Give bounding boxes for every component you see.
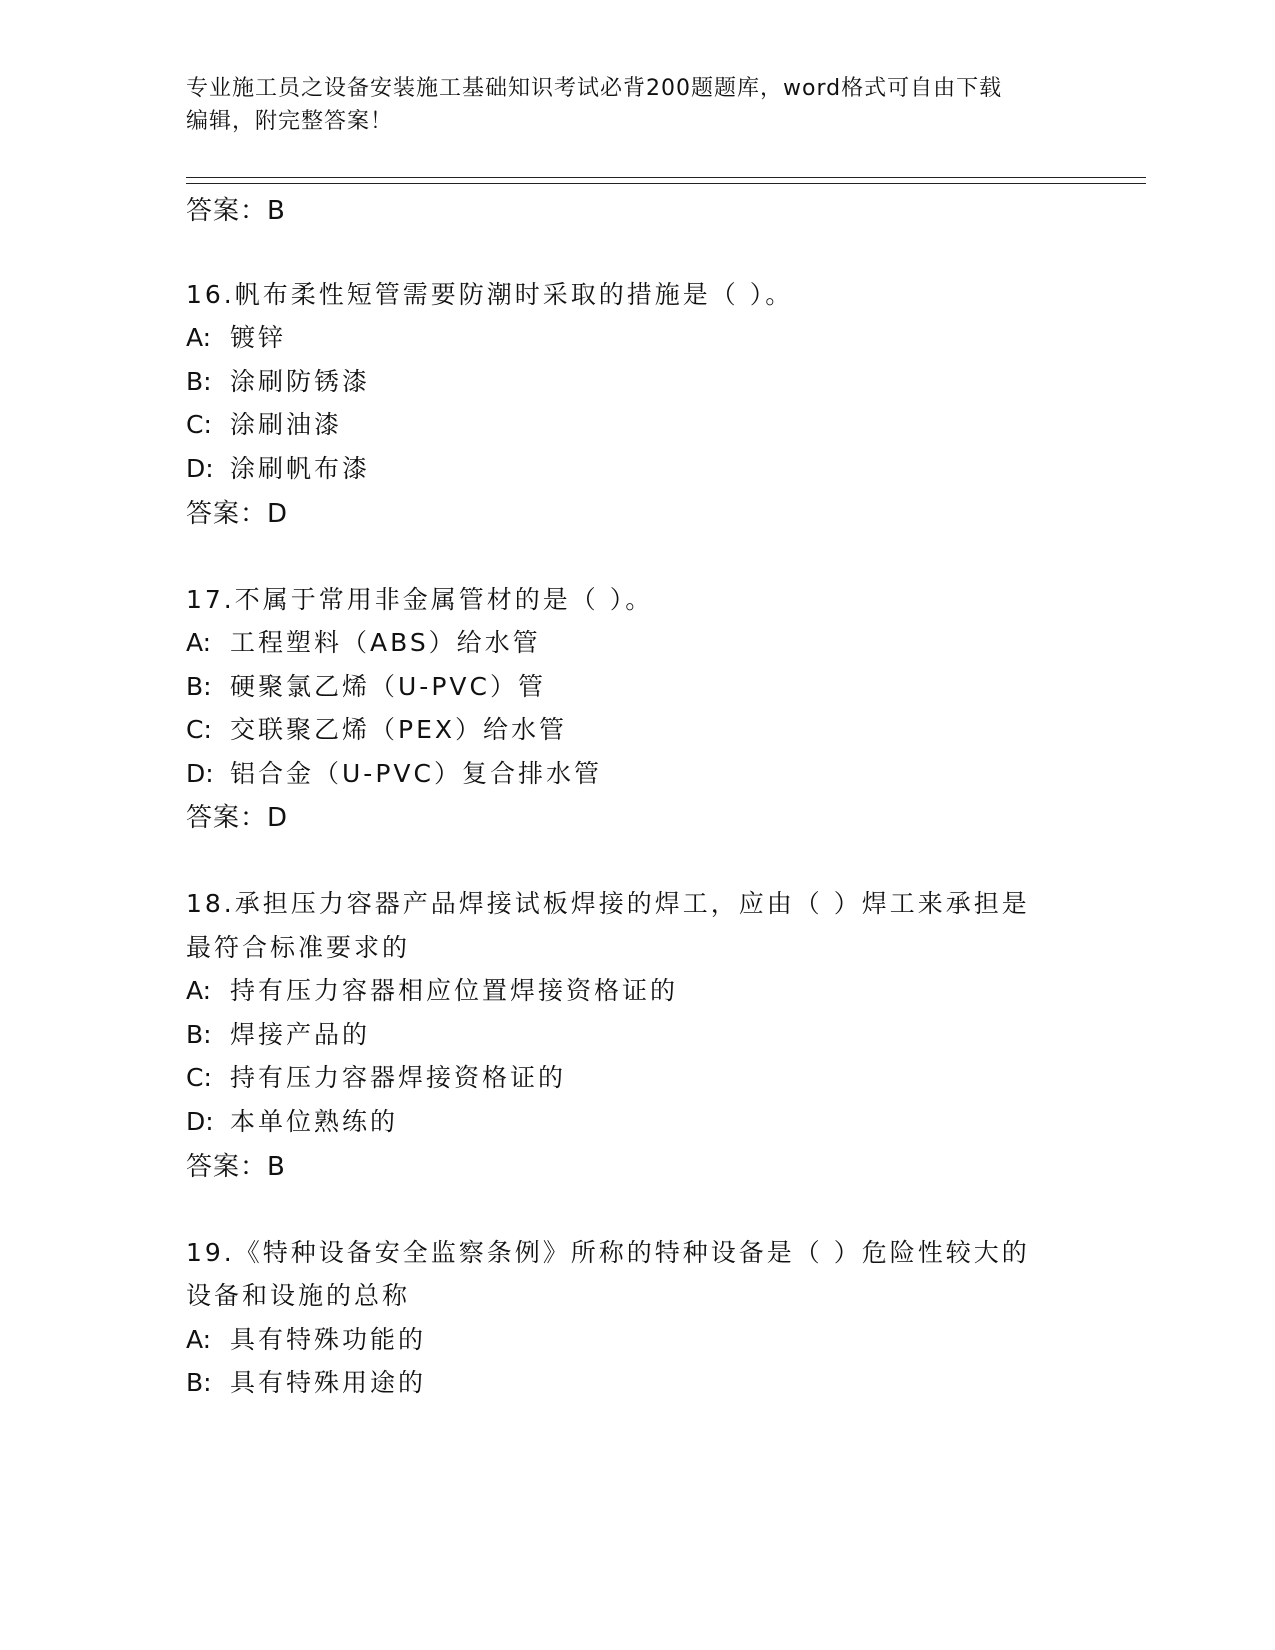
question-18-stem-line-1: 18.承担压力容器产品焊接试板焊接的焊工，应由（ ）焊工来承担是 (186, 889, 1030, 918)
question-17-option-b: B: 硬聚氯乙烯（U-PVC）管 (186, 672, 546, 701)
previous-answer: 答案：B (186, 196, 286, 226)
question-18-option-a: A: 持有压力容器相应位置焊接资格证的 (186, 976, 679, 1005)
question-18-option-d: D: 本单位熟练的 (186, 1107, 399, 1136)
question-16-option-d: D: 涂刷帆布漆 (186, 454, 371, 483)
question-17-stem: 17.不属于常用非金属管材的是（ ）。 (186, 585, 654, 614)
question-16-option-b: B: 涂刷防锈漆 (186, 367, 371, 396)
question-19-option-b: B: 具有特殊用途的 (186, 1368, 427, 1397)
question-16-option-a: A: 镀锌 (186, 323, 287, 352)
header-divider-top (186, 177, 1146, 178)
question-19-stem-line-1: 19.《特种设备安全监察条例》所称的特种设备是（ ）危险性较大的 (186, 1238, 1030, 1267)
question-19-option-a: A: 具有特殊功能的 (186, 1325, 427, 1354)
question-16-option-c: C: 涂刷油漆 (186, 410, 343, 439)
question-16-answer: 答案：D (186, 499, 289, 529)
question-18-option-b: B: 焊接产品的 (186, 1020, 371, 1049)
question-18-stem-line-2: 最符合标准要求的 (186, 933, 411, 962)
header-line-2: 编辑，附完整答案！ (186, 109, 394, 134)
question-16-stem: 16.帆布柔性短管需要防潮时采取的措施是（ ）。 (186, 280, 794, 309)
header-line-1: 专业施工员之设备安装施工基础知识考试必背200题题库，word格式可自由下载 (186, 76, 1003, 101)
question-18-option-c: C: 持有压力容器焊接资格证的 (186, 1063, 567, 1092)
question-17-option-a: A: 工程塑料（ABS）给水管 (186, 628, 541, 657)
document-header (186, 72, 1066, 138)
question-17-option-c: C: 交联聚乙烯（PEX）给水管 (186, 715, 567, 744)
question-19-stem-line-2: 设备和设施的总称 (186, 1281, 411, 1310)
question-18-answer: 答案：B (186, 1152, 286, 1182)
question-17-answer: 答案：D (186, 803, 289, 833)
question-17-option-d: D: 铝合金（U-PVC）复合排水管 (186, 759, 602, 788)
header-divider-bottom (186, 183, 1146, 184)
